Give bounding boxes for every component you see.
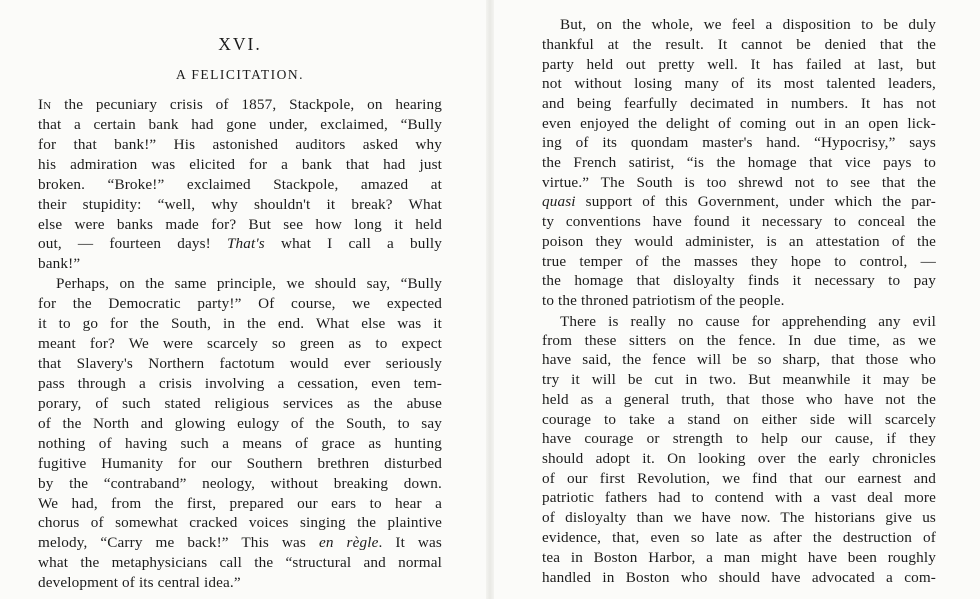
text-line: ing of its quondam master's hand. “Hypocrisy,” says: [542, 134, 936, 151]
text-line: that Slavery's Northern factotum would ever seriously: [38, 355, 442, 372]
text-line: Perhaps, on the same principle, we should say, “Bully: [56, 275, 442, 292]
text-line: handled in Boston who should have advocated a com-: [542, 569, 936, 586]
text-line: development of its central idea.”: [38, 574, 241, 591]
text-line: and being fearfully decimated in numbers. It has not: [542, 95, 936, 112]
chapter-number: XVI.: [218, 34, 262, 54]
text-line: tea in Boston Harbor, a man might have been roughly: [542, 549, 936, 566]
text-line: fugitive Humanity for our Southern brethren disturbed: [38, 455, 442, 472]
text-line: bank!”: [38, 255, 81, 272]
text-line: quasi support of this Government, under which the par-: [542, 193, 936, 210]
text-line: meant for? We were scarcely so green as to expect: [38, 335, 442, 352]
italic-phrase: That's: [226, 235, 265, 252]
text-line: virtue.” The South is too shrewd not to see that the: [542, 174, 936, 191]
text-line: for the Democratic party!” Of course, we expected: [38, 295, 442, 312]
text-line: not without losing many of its most talented leaders,: [542, 75, 936, 92]
chapter-title: A FELICITATION.: [176, 67, 304, 82]
text-line: the French satirist, “is the homage that vice pays to: [542, 154, 936, 171]
text-line: poison they would administer, is an attestation of the: [542, 233, 936, 250]
right-page: [490, 0, 980, 599]
text-line: it to go for the South, in the end. What else was it: [38, 315, 442, 332]
text-line: to the throned patriotism of the people.: [542, 292, 785, 309]
text-line: There is really no cause for apprehending any evil: [560, 313, 936, 330]
text-line: from these sitters on the fence. In due time, as we: [542, 332, 936, 349]
text-line: of our first Revolution, we find that our earnest and: [542, 470, 936, 487]
text-line: of the North and glowing eulogy of the South, to say: [38, 415, 442, 432]
text-line: thankful at the result. It cannot be denied that the: [542, 36, 936, 53]
text-line: of disloyalty than we have now. The historians give us: [542, 509, 936, 526]
text-line: have said, the fence will be so sharp, that those who: [542, 351, 936, 368]
text-line: We had, from the first, prepared our ears to hear a: [38, 495, 442, 512]
text-line: chorus of somewhat cracked voices singing the plaintive: [38, 514, 442, 531]
text-line: that a certain bank had gone under, exclaimed, “Bully: [38, 116, 442, 133]
text-line: courage to take a stand on either side will scarcely: [542, 411, 936, 428]
text-line: should adopt it. On looking over the early chronicles: [542, 450, 936, 467]
text-line: But, on the whole, we feel a disposition to be duly: [560, 16, 936, 33]
text-line: evidence, that, even so late as after the destruction of: [542, 529, 936, 546]
italic-phrase: quasi: [542, 193, 576, 210]
text-line: what the metaphysicians call the “structural and normal: [38, 554, 442, 571]
text-line: ty conventions have found it necessary to conceal the: [542, 213, 936, 230]
text-line: porary, of such stated religious services as the abuse: [38, 395, 442, 412]
text-line: broken. “Broke!” exclaimed Stackpole, amazed at: [38, 176, 442, 193]
text-line: out, — fourteen days! That's what I call a bully: [38, 235, 443, 252]
text-line: nothing of having such a means of grace as hunting: [38, 435, 442, 452]
text-line: their stupidity: “well, why shouldn't it break? What: [38, 196, 442, 213]
text-line: else were banks made for? But see how long it held: [38, 216, 442, 233]
text-line: by the “contraband” neology, without breaking down.: [38, 475, 442, 492]
text-line: melody, “Carry me back!” This was en règle. It was: [38, 534, 442, 551]
text-line: patriotic fathers had to contend with a vast deal more: [542, 489, 936, 506]
text-line: for that bank!” His astonished auditors asked why: [38, 136, 442, 153]
text-line: pass through a crisis involving a cessation, even tem-: [38, 375, 442, 392]
text-line: even enjoyed the delight of coming out in an open lick-: [542, 115, 936, 132]
text-line: the homage that disloyalty finds it necessary to pay: [542, 272, 936, 289]
italic-phrase: en règle: [318, 534, 379, 551]
text-line: true temper of the masses they hope to control, —: [542, 253, 936, 270]
text-line: try it will be cut in two. But meanwhile it may be: [542, 371, 936, 388]
text-line: have courage or strength to help our cause, if they: [542, 430, 936, 447]
text-line: held as a general truth, that those who have not the: [542, 391, 936, 408]
drop-word: In: [38, 96, 52, 113]
text-line: In the pecuniary crisis of 1857, Stackpole, on hearing: [38, 96, 442, 113]
text-line: his admiration was elicited for a bank that had just: [38, 156, 442, 173]
text-line: party held out pretty well. It has failed at last, but: [542, 56, 936, 73]
